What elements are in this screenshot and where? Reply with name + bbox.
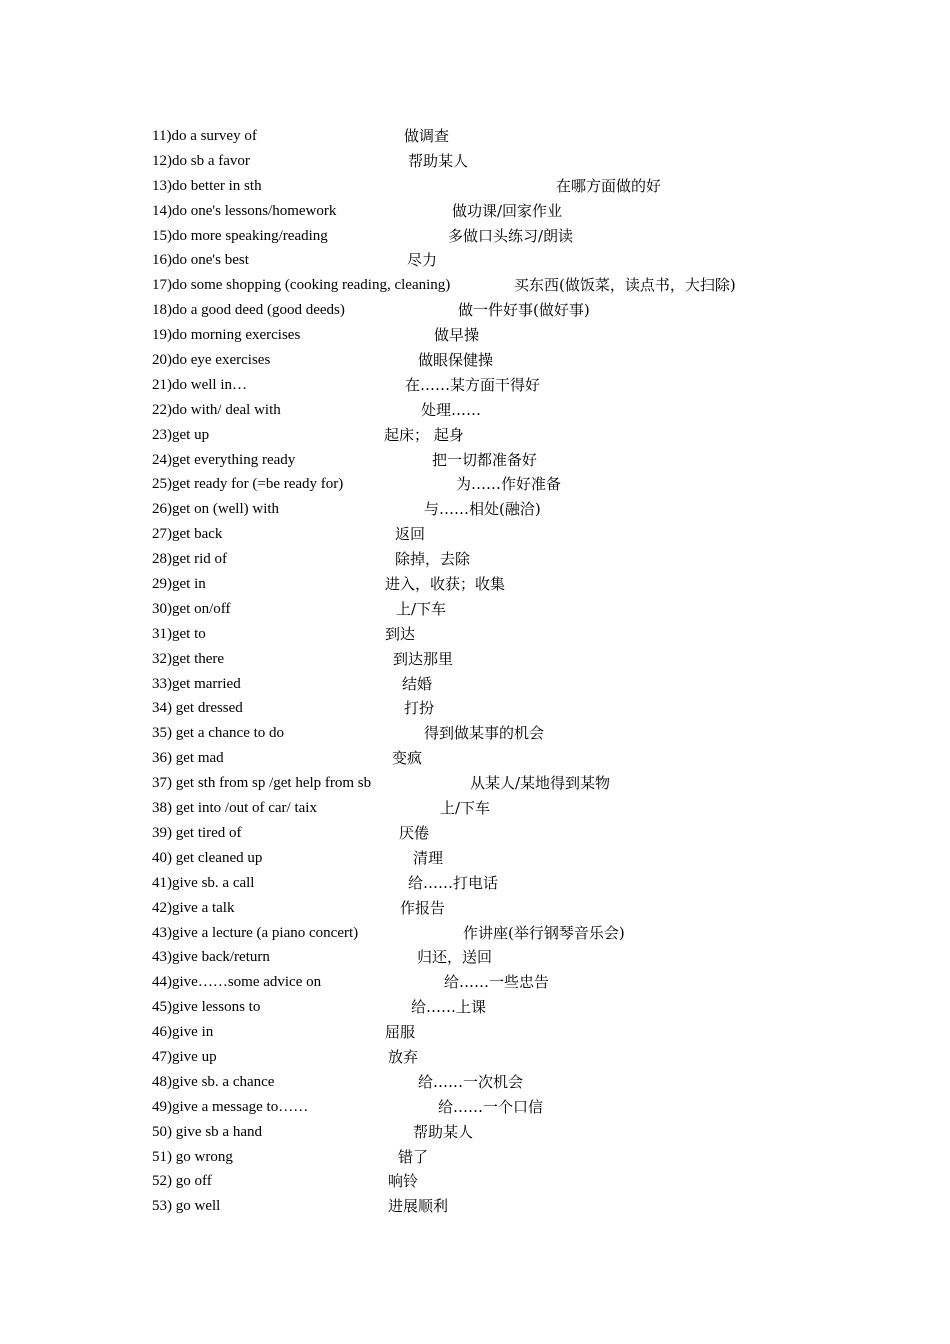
phrase-row xyxy=(152,373,872,398)
phrase-row xyxy=(152,522,872,547)
phrase-row xyxy=(152,1020,872,1045)
phrase-english: 29)get in xyxy=(152,576,206,593)
phrase-chinese: 买东西(做饭菜，读点书，大扫除) xyxy=(514,276,736,295)
phrase-row xyxy=(152,896,872,921)
phrase-row xyxy=(152,472,872,497)
phrase-chinese: 归还，送回 xyxy=(417,948,493,967)
phrase-row xyxy=(152,622,872,647)
phrase-row xyxy=(152,796,872,821)
phrase-row xyxy=(152,921,872,946)
phrase-row xyxy=(152,174,872,199)
phrase-chinese: 变疯 xyxy=(392,749,423,768)
phrase-chinese: 错了 xyxy=(398,1147,429,1166)
phrase-chinese: 进展顺利 xyxy=(388,1197,449,1216)
phrase-english: 52) go off xyxy=(152,1173,212,1190)
phrase-english: 26)get on (well) with xyxy=(152,501,280,518)
phrase-chinese: 作讲座(举行钢琴音乐会) xyxy=(463,923,625,942)
phrase-chinese: 为……作好准备 xyxy=(456,475,562,494)
phrase-row xyxy=(152,846,872,871)
phrase-chinese: 响铃 xyxy=(388,1172,419,1191)
phrase-chinese: 上/下车 xyxy=(396,599,447,618)
phrase-english: 31)get to xyxy=(152,625,206,642)
phrase-row xyxy=(152,224,872,249)
phrase-chinese: 起床； 起身 xyxy=(384,425,464,444)
phrase-row xyxy=(152,348,872,373)
phrase-chinese: 帮助某人 xyxy=(413,1122,474,1141)
phrase-english: 24)get everything ready xyxy=(152,451,296,468)
phrase-english: 18)do a good deed (good deeds) xyxy=(152,302,345,319)
phrase-row xyxy=(152,1145,872,1170)
phrase-row xyxy=(152,323,872,348)
phrase-english: 22)do with/ deal with xyxy=(152,401,281,418)
phrase-chinese: 除掉，去除 xyxy=(395,550,471,569)
phrase-chinese: 返回 xyxy=(395,525,426,544)
phrase-english: 45)give lessons to xyxy=(152,999,261,1016)
phrase-english: 33)get married xyxy=(152,675,241,692)
phrase-english: 38) get into /out of car/ taix xyxy=(152,800,317,817)
phrase-chinese: 做调查 xyxy=(404,127,450,145)
phrase-chinese: 与……相处(融洽) xyxy=(424,500,541,519)
phrase-row xyxy=(152,423,872,448)
phrase-english: 19)do morning exercises xyxy=(152,327,301,344)
phrase-chinese: 到达 xyxy=(385,624,416,643)
phrase-chinese: 给……一些忠告 xyxy=(444,973,550,992)
phrase-english: 27)get back xyxy=(152,526,223,543)
phrase-row xyxy=(152,696,872,721)
phrase-english: 43)give back/return xyxy=(152,949,270,966)
phrase-chinese: 多做口头练习/朗读 xyxy=(448,226,574,245)
phrase-english: 40) get cleaned up xyxy=(152,849,263,866)
phrase-english: 53) go well xyxy=(152,1198,221,1215)
phrase-english: 11)do a survey of xyxy=(152,128,257,144)
phrase-chinese: 给……一次机会 xyxy=(418,1072,524,1091)
phrase-english: 13)do better in sth xyxy=(152,177,262,194)
phrase-row xyxy=(152,149,872,174)
phrase-chinese: 尽力 xyxy=(407,251,438,270)
phrase-row xyxy=(152,273,872,298)
phrase-english: 46)give in xyxy=(152,1024,214,1041)
phrase-chinese: 屈服 xyxy=(385,1023,416,1042)
phrase-chinese: 到达那里 xyxy=(393,649,454,668)
phrase-row xyxy=(152,721,872,746)
phrase-english: 12)do sb a favor xyxy=(152,152,250,169)
phrase-english: 25)get ready for (=be ready for) xyxy=(152,476,344,493)
phrase-chinese: 做一件好事(做好事) xyxy=(458,301,590,320)
phrase-row xyxy=(152,970,872,995)
phrase-english: 51) go wrong xyxy=(152,1148,233,1165)
phrase-chinese: 在哪方面做的好 xyxy=(556,176,662,195)
phrase-row xyxy=(152,1045,872,1070)
phrase-chinese: 结婚 xyxy=(402,674,433,693)
phrase-chinese: 做功课/回家作业 xyxy=(452,201,563,220)
phrase-english: 32)get there xyxy=(152,650,225,667)
phrase-chinese: 从某人/某地得到某物 xyxy=(470,774,611,793)
phrase-chinese: 得到做某事的机会 xyxy=(424,724,545,743)
phrase-english: 48)give sb. a chance xyxy=(152,1073,275,1090)
phrase-row xyxy=(152,1095,872,1120)
phrase-chinese: 给……一个口信 xyxy=(438,1097,544,1116)
phrase-chinese: 帮助某人 xyxy=(408,151,469,170)
phrase-row xyxy=(152,1120,872,1145)
phrase-row xyxy=(152,572,872,597)
phrase-chinese: 给……上课 xyxy=(411,998,487,1017)
phrase-english: 42)give a talk xyxy=(152,899,235,916)
phrase-english: 16)do one's best xyxy=(152,252,249,269)
phrase-row xyxy=(152,547,872,572)
phrase-english: 30)get on/off xyxy=(152,600,231,617)
phrase-english: 44)give……some advice on xyxy=(152,974,322,991)
phrase-english: 21)do well in… xyxy=(152,376,247,393)
phrase-english: 41)give sb. a call xyxy=(152,874,255,891)
phrase-chinese: 作报告 xyxy=(400,898,446,917)
phrase-chinese: 放弃 xyxy=(388,1047,419,1066)
phrase-row xyxy=(152,448,872,473)
phrase-list xyxy=(152,124,872,1219)
phrase-row xyxy=(152,871,872,896)
phrase-chinese: 把一切都准备好 xyxy=(432,450,538,469)
phrase-english: 20)do eye exercises xyxy=(152,352,271,369)
phrase-row xyxy=(152,746,872,771)
phrase-english: 36) get mad xyxy=(152,750,224,767)
phrase-row xyxy=(152,1070,872,1095)
phrase-english: 34) get dressed xyxy=(152,700,243,717)
phrase-row xyxy=(152,821,872,846)
phrase-english: 43)give a lecture (a piano concert) xyxy=(152,924,359,941)
phrase-chinese: 上/下车 xyxy=(440,799,491,818)
phrase-row xyxy=(152,199,872,224)
phrase-english: 50) give sb a hand xyxy=(152,1123,262,1140)
phrase-english: 49)give a message to…… xyxy=(152,1098,309,1115)
phrase-chinese: 做早操 xyxy=(434,326,480,345)
phrase-chinese: 清理 xyxy=(413,848,444,867)
phrase-row xyxy=(152,248,872,273)
phrase-chinese: 进入，收获；收集 xyxy=(385,575,506,594)
phrase-row xyxy=(152,945,872,970)
phrase-english: 17)do some shopping (cooking reading, cleaning) xyxy=(152,277,451,294)
phrase-row xyxy=(152,298,872,323)
phrase-chinese: 处理…… xyxy=(421,400,482,419)
phrase-row xyxy=(152,1169,872,1194)
phrase-row xyxy=(152,771,872,796)
phrase-row xyxy=(152,597,872,622)
phrase-english: 39) get tired of xyxy=(152,824,242,841)
phrase-english: 37) get sth from sp /get help from sb xyxy=(152,775,372,792)
phrase-english: 28)get rid of xyxy=(152,551,227,568)
phrase-chinese: 打扮 xyxy=(404,699,435,718)
phrase-row xyxy=(152,1194,872,1219)
phrase-english: 15)do more speaking/reading xyxy=(152,227,328,244)
phrase-english: 23)get up xyxy=(152,426,210,443)
phrase-row xyxy=(152,672,872,697)
phrase-row xyxy=(152,124,872,149)
phrase-english: 14)do one's lessons/homework xyxy=(152,202,337,219)
phrase-chinese: 给……打电话 xyxy=(408,873,499,892)
phrase-chinese: 在……某方面干得好 xyxy=(405,375,541,394)
phrase-english: 35) get a chance to do xyxy=(152,725,285,742)
phrase-english: 47)give up xyxy=(152,1048,217,1065)
phrase-chinese: 做眼保健操 xyxy=(418,351,494,370)
phrase-chinese: 厌倦 xyxy=(399,823,430,842)
phrase-row xyxy=(152,497,872,522)
phrase-row xyxy=(152,995,872,1020)
phrase-row xyxy=(152,398,872,423)
phrase-row xyxy=(152,647,872,672)
